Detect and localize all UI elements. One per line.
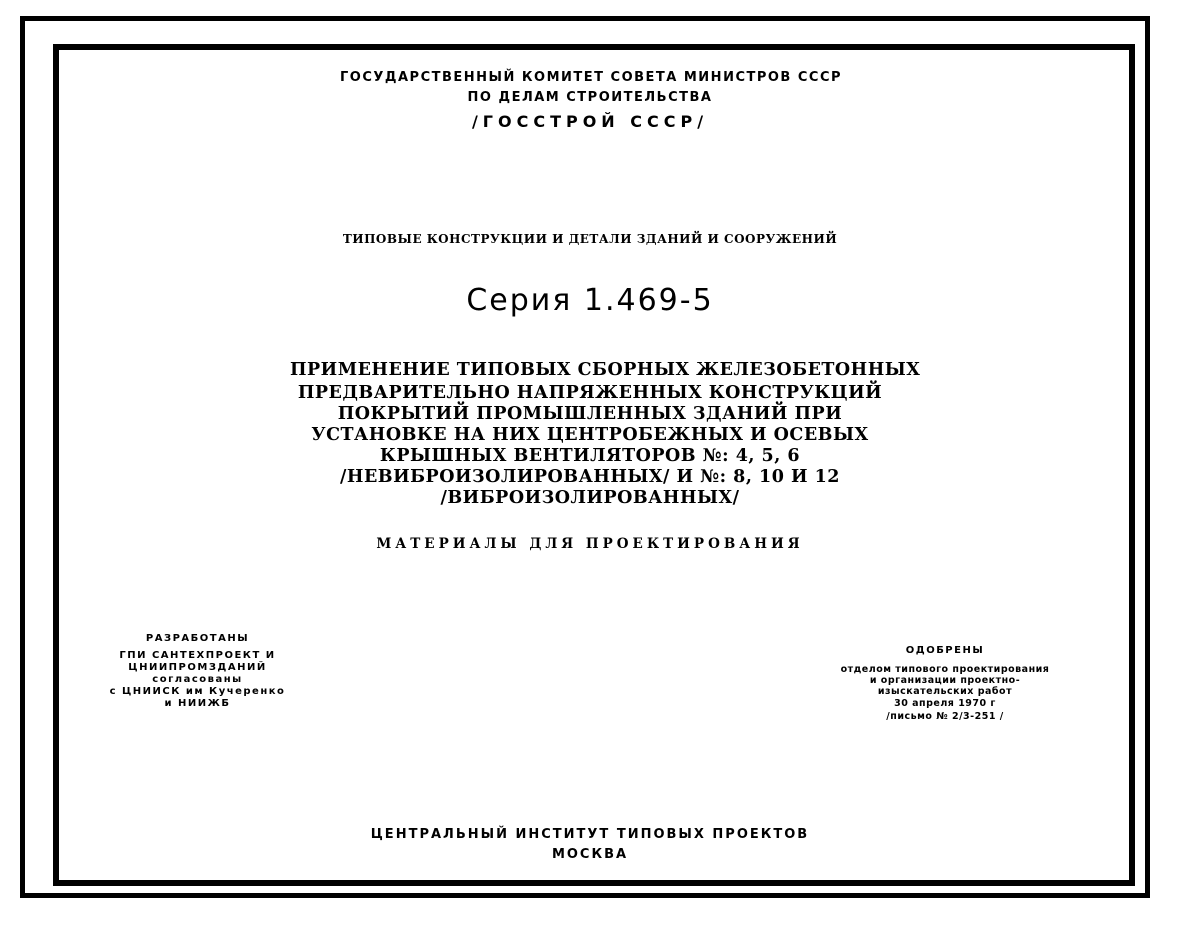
approved-heading: ОДОБРЕНЫ [905, 645, 985, 656]
approved-line-3: изыскательских работ [877, 686, 1013, 697]
developed-line-4: с ЦНИИСК им Кучеренко [109, 686, 286, 697]
series-number: Серия 1.469-5 [466, 283, 714, 318]
header-committee: ГОСУДАРСТВЕННЫЙ КОМИТЕТ СОВЕТА МИНИСТРОВ СССР [340, 70, 843, 85]
approved-line-1: отделом типового проектирования [840, 664, 1050, 675]
footer-institute: ЦЕНТРАЛЬНЫЙ ИНСТИТУТ ТИПОВЫХ ПРОЕКТОВ [370, 827, 810, 842]
approved-line-2: и организации проектно- [869, 675, 1021, 686]
footer-city: МОСКВА [551, 847, 629, 862]
header-gosstroy: /ГОССТРОЙ СССР/ [471, 112, 709, 131]
title-line-2: ПРЕДВАРИТЕЛЬНО НАПРЯЖЕННЫХ КОНСТРУКЦИЙ [297, 383, 883, 403]
developed-line-5: и НИИЖБ [164, 698, 231, 709]
approved-letter: /письмо № 2/3-251 / [886, 711, 1004, 722]
title-line-6: /НЕВИБРОИЗОЛИРОВАННЫХ/ И №: 8, 10 И 12 [340, 467, 840, 487]
developed-line-1: ГПИ САНТЕХПРОЕКТ И [119, 650, 276, 661]
materials-heading: МАТЕРИАЛЫ ДЛЯ ПРОЕКТИРОВАНИЯ [376, 536, 804, 552]
developed-line-2: ЦНИИПРОМЗДАНИЙ [128, 662, 267, 673]
title-line-4: УСТАНОВКЕ НА НИХ ЦЕНТРОБЕЖНЫХ И ОСЕВЫХ [311, 425, 869, 445]
header-construction: ПО ДЕЛАМ СТРОИТЕЛЬСТВА [467, 90, 713, 105]
developed-line-3: согласованы [152, 674, 243, 685]
subtitle-typical-constructions: ТИПОВЫЕ КОНСТРУКЦИИ И ДЕТАЛИ ЗДАНИЙ И СООРУЖЕНИЙ [342, 232, 838, 246]
title-line-7: /ВИБРОИЗОЛИРОВАННЫХ/ [440, 488, 740, 508]
approved-date: 30 апреля 1970 г [894, 698, 996, 709]
title-line-5: КРЫШНЫХ ВЕНТИЛЯТОРОВ №: 4, 5, 6 [379, 446, 801, 466]
title-line-1: ПРИМЕНЕНИЕ ТИПОВЫХ СБОРНЫХ ЖЕЛЕЗОБЕТОННЫХ [290, 360, 921, 380]
developed-heading: РАЗРАБОТАНЫ [145, 633, 250, 644]
title-line-3: ПОКРЫТИЙ ПРОМЫШЛЕННЫХ ЗДАНИЙ ПРИ [337, 404, 843, 424]
